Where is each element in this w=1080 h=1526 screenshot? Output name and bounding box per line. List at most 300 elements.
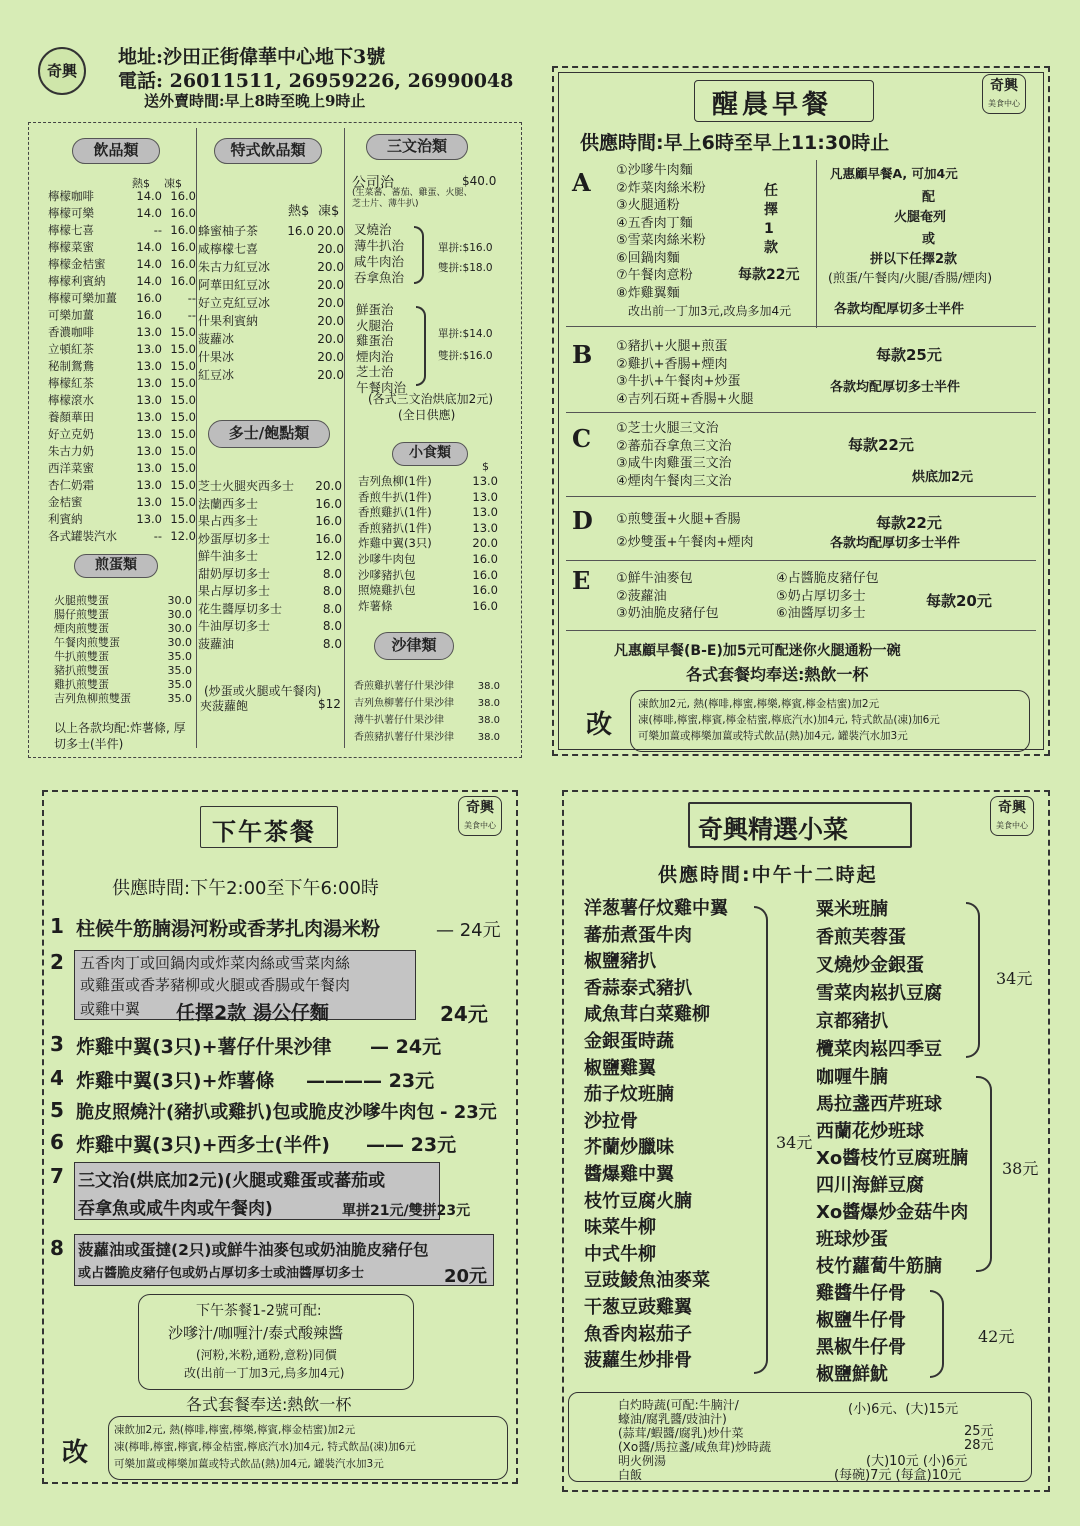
item-price: 13.0 xyxy=(136,325,162,339)
item-name: 芝士火腿夾西多士 xyxy=(198,479,295,493)
address: 地址:沙田正街偉華中心地下3號 xyxy=(118,46,386,68)
list-item: 金銀蛋時蔬 xyxy=(584,1030,674,1052)
toast-title: 多士/飽點類 xyxy=(208,420,330,448)
set-a-side-5: 拼以下任擇2款 xyxy=(870,252,958,267)
tea-price-7: 單拼21元/雙拼23元 xyxy=(342,1203,471,1219)
list-item xyxy=(48,188,196,205)
tea-num-6: 6 xyxy=(50,1130,64,1154)
list-item: 午餐肉治 xyxy=(356,379,407,395)
set-d-note: 各款均配厚切多士半件 xyxy=(830,536,961,551)
item-name: 蜂蜜柚子茶 xyxy=(198,224,259,238)
item-name: 炸雞中翼(3只) xyxy=(358,536,432,551)
salad-title: 沙律類 xyxy=(374,632,454,660)
tea-num-8: 8 xyxy=(50,1236,64,1260)
list-item xyxy=(198,513,344,531)
item-name: 照燒雞扒包 xyxy=(358,583,416,598)
item-name: 咸檸檬七喜 xyxy=(198,242,259,256)
item-name: 花生醬厚切多士 xyxy=(198,601,283,616)
list-item: 香煎芙蓉蛋 xyxy=(816,927,906,948)
list-item xyxy=(48,239,196,256)
tea-item-1: 柱候牛筋腩湯河粉或香茅扎肉湯米粉 xyxy=(76,918,381,940)
item-name: 吉列魚柳煎雙蛋 xyxy=(54,692,131,705)
item-price: 38.0 xyxy=(477,715,500,726)
item-name: 朱古力紅豆冰 xyxy=(198,260,271,274)
item-price xyxy=(284,258,314,276)
tea-gift: 各式套餐奉送:熱飲一杯 xyxy=(186,1395,352,1414)
item-name: 菠蘿冰 xyxy=(198,332,235,346)
tea-item-6: 炸雞中翼(3只)+西多士(半件) xyxy=(76,1134,330,1156)
item-name: 香煎豬扒(1件) xyxy=(358,520,432,535)
item-price: 16.0 xyxy=(170,189,196,203)
set-a-side-6: (煎蛋/午餐肉/火腿/香腸/煙肉) xyxy=(828,270,993,285)
item-name: 香煎豬扒薯仔什果沙律 xyxy=(354,732,454,743)
list-item: ①煎雙蛋+火腿+香腸 xyxy=(616,512,741,527)
item-price: 16.0 xyxy=(287,224,314,238)
sandwich-group-2 xyxy=(356,302,406,395)
item-name: 吉列魚柳薯仔什果沙律 xyxy=(354,698,454,709)
set-c-items xyxy=(616,420,732,490)
item-price: 38.0 xyxy=(477,681,500,692)
item-price: 30.0 xyxy=(167,636,192,649)
item-price: 13.0 xyxy=(472,474,498,488)
item-name: 甜奶厚切多士 xyxy=(198,566,271,581)
list-item: 粟米班腩 xyxy=(816,899,888,920)
item-price: 20.0 xyxy=(317,278,344,292)
list-item: 薄牛扒治 xyxy=(354,238,405,253)
item-price: 16.0 xyxy=(315,531,342,546)
list-item xyxy=(48,256,196,273)
list-item: 椒鹽鮮魷 xyxy=(816,1364,888,1385)
column-divider xyxy=(344,128,345,748)
item-price: 13.0 xyxy=(136,512,162,526)
item-price: 15.0 xyxy=(170,325,196,339)
list-item: ②菠蘿油 xyxy=(616,588,667,604)
list-item xyxy=(48,409,196,426)
list-item xyxy=(198,601,344,619)
item-name: 檸檬七喜 xyxy=(48,223,94,237)
item-name: 吉列魚柳(1件) xyxy=(358,474,432,488)
list-item xyxy=(48,460,196,477)
set-a-side-1: 凡惠顧早餐A, 可加4元 xyxy=(830,166,958,181)
dishes-r2-price: 38元 xyxy=(1002,1159,1039,1178)
list-item: 香蒜泰式豬扒 xyxy=(584,977,692,999)
set-b-items xyxy=(616,338,753,408)
list-item: Xo醬爆炒金菇牛肉 xyxy=(816,1202,969,1223)
list-item xyxy=(354,678,500,695)
list-item xyxy=(48,443,196,460)
item-price xyxy=(284,330,314,348)
list-item xyxy=(198,330,344,348)
club-sandwich-desc: (生菜蕃、蕃茄、雞蛋、火腿、芝士片、薄牛扒) xyxy=(352,188,473,209)
item-name: 雞扒煎雙蛋 xyxy=(54,678,109,691)
list-item: 鮮蛋治 xyxy=(356,302,394,317)
set-b-note: 各款均配厚切多士半件 xyxy=(830,380,961,395)
item-price: 15.0 xyxy=(170,393,196,407)
toast-extra-2: 夾菠蘿飽 xyxy=(200,699,249,713)
item-price: 35.0 xyxy=(167,692,192,705)
set-a-note: 改出前一丁加3元,改烏多加4元 xyxy=(628,304,792,318)
item-price: 13.0 xyxy=(136,342,162,356)
eggs-list xyxy=(54,594,192,706)
item-name: 薄牛扒薯仔什果沙律 xyxy=(354,715,444,726)
list-item xyxy=(198,222,344,240)
item-name: 沙嗲牛肉包 xyxy=(358,551,416,566)
list-item xyxy=(198,276,344,294)
list-item xyxy=(54,622,192,636)
list-item xyxy=(198,496,344,514)
tea-num-5: 5 xyxy=(50,1098,64,1122)
item-price: 20.0 xyxy=(317,296,344,310)
list-item: ④占醬脆皮豬仔包 xyxy=(776,571,879,586)
list-item: ④煙肉午餐肉三文治 xyxy=(616,473,732,489)
list-item xyxy=(48,222,196,239)
list-item xyxy=(198,566,344,584)
item-name: 午餐肉煎雙蛋 xyxy=(54,636,120,649)
dish-b1: 白灼時蔬(可配:牛腩汁/ xyxy=(618,1398,739,1412)
set-a-side-7: 各款均配厚切多士半件 xyxy=(834,302,965,317)
tea-price-2: 24元 xyxy=(440,1002,488,1026)
list-item: Xo醬枝竹豆腐班腩 xyxy=(816,1148,969,1169)
set-e-items-right xyxy=(776,570,879,623)
breakfast-change-label: 改 xyxy=(586,710,613,740)
list-item: 枝竹豆腐火腩 xyxy=(584,1190,692,1212)
item-name: 紅豆冰 xyxy=(198,368,235,382)
item-name: 朱古力奶 xyxy=(48,444,94,458)
list-item: 可樂加薑或檸樂加薑或特式飲品(熱)加4元, 罐裝汽水加3元 xyxy=(638,730,908,742)
list-item: ②雞扒+香腸+煙肉 xyxy=(616,356,728,372)
list-item xyxy=(54,594,192,608)
item-name: 煙肉煎雙蛋 xyxy=(54,622,109,635)
tea-num-3: 3 xyxy=(50,1032,64,1056)
list-item xyxy=(48,511,196,528)
tea-change-text xyxy=(114,1422,416,1473)
tea-item-7a: 三文治(烘底加2元)(火腿或雞蛋或蕃茄或 xyxy=(78,1171,386,1191)
item-price: 20.0 xyxy=(317,224,344,238)
set-b-letter: B xyxy=(572,340,593,369)
tea-box-1: 下午茶餐1-2號可配: xyxy=(196,1303,322,1319)
item-name: 好立克奶 xyxy=(48,427,94,441)
item-price: -- xyxy=(153,529,162,543)
list-item: ①沙嗲牛肉麵 xyxy=(616,163,693,178)
list-item xyxy=(198,583,344,601)
item-price xyxy=(284,348,314,366)
item-name: 炒蛋厚切多士 xyxy=(198,531,271,546)
dish-b3-price: 28元 xyxy=(964,1438,994,1453)
tea-price-8: 20元 xyxy=(444,1266,488,1287)
sandwich-group-2-bracket xyxy=(416,306,426,386)
breakfast-logo: 奇興 美食中心 xyxy=(982,74,1026,114)
tea-item-2a: 五香肉丁或回鍋肉或炸菜肉絲或雪菜肉絲 xyxy=(80,954,351,972)
item-price: 16.0 xyxy=(315,514,342,528)
drinks-title: 飲品類 xyxy=(72,138,160,164)
list-item: 凍飲加2元, 熱(檸啡,檸蜜,檸樂,檸賓,檸金桔蜜)加2元 xyxy=(638,698,880,710)
item-price: 13.0 xyxy=(136,461,162,475)
divider xyxy=(566,630,1036,631)
item-name: 香煎雞扒薯仔什果沙律 xyxy=(354,681,454,692)
salad-list xyxy=(354,678,500,746)
list-item: 馬拉盞西芹班球 xyxy=(816,1094,942,1115)
item-price: 8.0 xyxy=(322,619,342,633)
item-name: 鮮牛油多士 xyxy=(198,549,259,563)
list-item xyxy=(48,324,196,341)
list-item: 凍(檸啡,檸蜜,檸賓,檸金桔蜜,檸底汽水)加4元, 特式飲品(凍)加6元 xyxy=(638,714,940,726)
list-item: ⑤奶占厚切多士 xyxy=(776,588,866,604)
list-item: 豆豉鯪魚油麥菜 xyxy=(584,1270,710,1292)
list-item xyxy=(358,490,500,506)
item-price: 20.0 xyxy=(317,350,344,364)
item-price: 16.0 xyxy=(136,308,162,322)
item-name: 立頓紅茶 xyxy=(48,342,94,356)
item-name: 什果冰 xyxy=(198,350,235,364)
item-price: 30.0 xyxy=(167,594,192,607)
item-price: 20.0 xyxy=(317,332,344,346)
item-price: 13.0 xyxy=(136,359,162,373)
special-col-hot: 熱$ xyxy=(288,204,310,219)
item-price xyxy=(284,294,314,312)
list-item: 沙拉骨 xyxy=(584,1110,638,1132)
item-price: 20.0 xyxy=(317,368,344,382)
toast-extra-2-price: $12 xyxy=(318,697,341,711)
list-item: 芥蘭炒臘味 xyxy=(584,1137,674,1159)
list-item xyxy=(54,664,192,678)
list-item xyxy=(198,240,344,258)
item-price: -- xyxy=(187,308,196,322)
item-price: 15.0 xyxy=(170,495,196,509)
item-price: 16.0 xyxy=(472,551,498,566)
set-e-letter: E xyxy=(572,566,591,595)
tea-price-5: - 23元 xyxy=(440,1102,497,1123)
tea-price-1: — 24元 xyxy=(436,920,501,941)
list-item: ①鮮牛油麥包 xyxy=(616,571,693,586)
special-col-cold: 凍$ xyxy=(318,204,340,219)
list-item: 欖菜肉崧四季豆 xyxy=(816,1039,942,1060)
tea-num-1: 1 xyxy=(50,914,64,938)
item-price: 14.0 xyxy=(136,189,162,203)
item-price: 15.0 xyxy=(170,512,196,526)
list-item xyxy=(358,536,500,552)
drinks-col-cold: 凍$ xyxy=(164,177,182,190)
list-item xyxy=(48,358,196,375)
list-item xyxy=(54,650,192,664)
dish-b1-price: (小)6元、(大)15元 xyxy=(848,1402,959,1417)
dishes-r1-price: 34元 xyxy=(996,969,1033,988)
item-price xyxy=(284,276,314,294)
item-price: 12.0 xyxy=(315,549,342,563)
dish-b5-price: (每碗)7元 (每盒)10元 xyxy=(834,1468,962,1483)
item-price: 15.0 xyxy=(170,478,196,492)
tea-num-2: 2 xyxy=(50,950,64,974)
item-name: 各式罐裝汽水 xyxy=(48,529,117,543)
item-price xyxy=(284,240,314,258)
list-item: 醬爆雞中翼 xyxy=(584,1163,674,1185)
list-item xyxy=(358,505,500,521)
list-item: 班球炒蛋 xyxy=(816,1229,888,1250)
restaurant-logo: 奇興 xyxy=(38,47,86,95)
item-price: 30.0 xyxy=(167,622,192,635)
item-price: 15.0 xyxy=(170,359,196,373)
list-item xyxy=(48,375,196,392)
set-c-price: 每款22元 xyxy=(848,436,914,454)
set-a-price: 每款22元 xyxy=(738,267,800,283)
set-d-letter: D xyxy=(572,506,593,535)
item-name: 火腿煎雙蛋 xyxy=(54,594,109,607)
eggs-note: 以上各款均配:炸薯條, 厚切多士(半件) xyxy=(54,721,186,751)
list-item: 蕃茄煮蛋牛肉 xyxy=(584,924,692,946)
dishes-r3-bracket xyxy=(930,1290,944,1378)
dish-b4: 明火例湯 xyxy=(618,1454,667,1468)
item-price: 13.0 xyxy=(136,478,162,492)
item-name: 檸檬紅茶 xyxy=(48,376,94,390)
dishes-r2-list xyxy=(816,1064,968,1280)
list-item: ②炸菜肉絲米粉 xyxy=(616,180,706,196)
item-name: 牛油厚切多士 xyxy=(198,619,271,633)
list-item xyxy=(48,205,196,222)
list-item: 凍(檸啡,檸蜜,檸賓,檸金桔蜜,檸底汽水)加4元, 特式飲品(凍)加6元 xyxy=(114,1441,416,1453)
list-item xyxy=(48,426,196,443)
list-item: 西蘭花炒班球 xyxy=(816,1121,924,1142)
item-price: 13.0 xyxy=(136,427,162,441)
club-sandwich-price: $40.0 xyxy=(462,174,497,188)
list-item: ⑤雪菜肉絲米粉 xyxy=(616,233,706,248)
drinks-list xyxy=(48,188,196,545)
list-item: 京都豬扒 xyxy=(816,1011,888,1032)
set-b-price: 每款25元 xyxy=(876,346,942,364)
item-price: 15.0 xyxy=(170,444,196,458)
dishes-r1-bracket xyxy=(966,902,980,1058)
item-price: 16.0 xyxy=(170,274,196,288)
list-item xyxy=(358,568,500,584)
list-item xyxy=(198,548,344,566)
item-price: 13.0 xyxy=(472,489,498,504)
list-item: 火腿治 xyxy=(356,317,394,333)
divider xyxy=(566,326,1036,327)
divider xyxy=(566,560,1036,561)
item-name: 腸仔煎雙蛋 xyxy=(54,608,109,621)
list-item xyxy=(48,477,196,494)
item-price xyxy=(284,312,314,330)
list-item: ②炒雙蛋+午餐肉+煙肉 xyxy=(616,535,754,550)
list-item xyxy=(48,341,196,358)
item-name: 豬扒煎雙蛋 xyxy=(54,664,109,677)
list-item: 咸牛肉治 xyxy=(354,254,405,269)
list-item xyxy=(358,521,500,537)
tea-item-8b: 或占醬脆皮豬仔包或奶占厚切多士或油醬厚切多士 xyxy=(78,1266,365,1281)
dishes-left-list xyxy=(584,896,728,1375)
item-price: 13.0 xyxy=(136,376,162,390)
list-item xyxy=(358,583,500,599)
list-item: 叉燒炒金銀蛋 xyxy=(816,955,924,976)
item-price: 8.0 xyxy=(322,636,342,651)
item-price: 20.0 xyxy=(315,479,342,493)
phone-numbers: 電話: 26011511, 26959226, 26990048 xyxy=(118,70,514,92)
item-name: 檸檬滾水 xyxy=(48,393,94,407)
list-item xyxy=(48,290,196,307)
toast-list xyxy=(198,478,344,653)
tea-item-8a: 菠蘿油或蛋撻(2只)或鮮牛油麥包或奶油脆皮豬仔包 xyxy=(78,1241,429,1259)
item-price: 15.0 xyxy=(170,376,196,390)
set-a-side-4: 或 xyxy=(922,232,936,247)
list-item: 黑椒牛仔骨 xyxy=(816,1337,906,1358)
tea-title: 下午茶餐 xyxy=(212,818,316,846)
list-item xyxy=(48,307,196,324)
dishes-r3-price: 42元 xyxy=(978,1327,1015,1346)
list-item: ①豬扒+火腿+煎蛋 xyxy=(616,339,728,354)
item-price: 13.0 xyxy=(136,393,162,407)
item-price: 20.0 xyxy=(472,536,498,551)
list-item xyxy=(48,528,196,545)
tea-item-5: 脆皮照燒汁(豬扒或雞扒)包或脆皮沙嗲牛肉包 xyxy=(76,1102,435,1123)
item-price: 16.0 xyxy=(472,583,498,598)
list-item xyxy=(198,366,344,384)
divider xyxy=(566,412,1036,413)
dish-b4-price: (大)10元 (小)6元 xyxy=(866,1454,968,1469)
list-item: 雞醬牛仔骨 xyxy=(816,1283,906,1304)
tea-num-7: 7 xyxy=(50,1164,64,1188)
sg1-double: 雙拼:$18.0 xyxy=(438,262,493,274)
list-item: 雪菜肉崧扒豆腐 xyxy=(816,983,942,1004)
column-divider xyxy=(196,128,197,748)
item-name: 炸薯條 xyxy=(358,598,393,613)
item-price: 16.0 xyxy=(170,257,196,271)
set-a-side-2: 配 xyxy=(922,190,936,205)
item-price: 13.0 xyxy=(472,520,498,535)
tea-item-2c: 或雞中翼 xyxy=(80,1000,141,1018)
list-item: 咸魚茸白菜雞柳 xyxy=(584,1004,710,1026)
dishes-hours: 供應時間:中午十二時起 xyxy=(658,864,878,886)
list-item xyxy=(354,712,500,729)
drinks-col-hot: 熱$ xyxy=(132,177,150,190)
item-price: 15.0 xyxy=(170,461,196,475)
list-item: 魚香肉崧茄子 xyxy=(584,1323,692,1345)
item-price: 13.0 xyxy=(136,410,162,424)
item-price: 13.0 xyxy=(136,495,162,509)
tea-hours: 供應時間:下午2:00至下午6:00時 xyxy=(112,878,379,899)
list-item xyxy=(198,348,344,366)
sandwich-group-1-bracket xyxy=(414,226,424,284)
list-item: 茄子炆班腩 xyxy=(584,1084,674,1106)
list-item: ③火腿通粉 xyxy=(616,198,680,213)
list-item xyxy=(358,552,500,568)
sandwich-note-2: (全日供應) xyxy=(398,408,456,422)
dish-b3: (Xo醬/馬拉盞/咸魚茸)炒時蔬 xyxy=(618,1440,772,1454)
set-a-choose: 任擇1款 xyxy=(764,183,778,256)
list-item: 咖喱牛腩 xyxy=(816,1067,888,1088)
item-name: 好立克紅豆冰 xyxy=(198,296,271,310)
tea-item-7b: 吞拿魚或咸牛肉或午餐肉) xyxy=(78,1199,273,1219)
item-price: 8.0 xyxy=(322,601,342,616)
item-name: 秘制鴛鴦 xyxy=(48,359,94,373)
list-item xyxy=(198,258,344,276)
item-name: 金桔蜜 xyxy=(48,495,83,509)
item-price: 20.0 xyxy=(317,314,344,328)
item-price: -- xyxy=(187,291,196,305)
list-item: 枝竹蘿蔔牛筋腩 xyxy=(816,1256,942,1277)
item-name: 檸檬菜蜜 xyxy=(48,240,94,254)
breakfast-hours: 供應時間:早上6時至早上11:30時止 xyxy=(580,132,890,154)
item-name: 果占厚切多士 xyxy=(198,584,271,598)
item-name: 菠蘿油 xyxy=(198,636,235,651)
list-item: 椒鹽牛仔骨 xyxy=(816,1310,906,1331)
item-name: 香濃咖啡 xyxy=(48,325,94,339)
list-item xyxy=(358,474,500,490)
tea-logo: 奇興 美食中心 xyxy=(458,796,502,836)
set-e-price: 每款20元 xyxy=(926,592,992,610)
item-name: 杏仁奶霜 xyxy=(48,478,94,492)
tea-box-3: (河粉,米粉,通粉,意粉)同價 xyxy=(196,1348,337,1362)
toast-extra-1: (炒蛋或火腿或午餐肉) xyxy=(204,684,322,698)
list-item: 椒鹽雞翼 xyxy=(584,1057,656,1079)
tea-num-4: 4 xyxy=(50,1066,64,1090)
